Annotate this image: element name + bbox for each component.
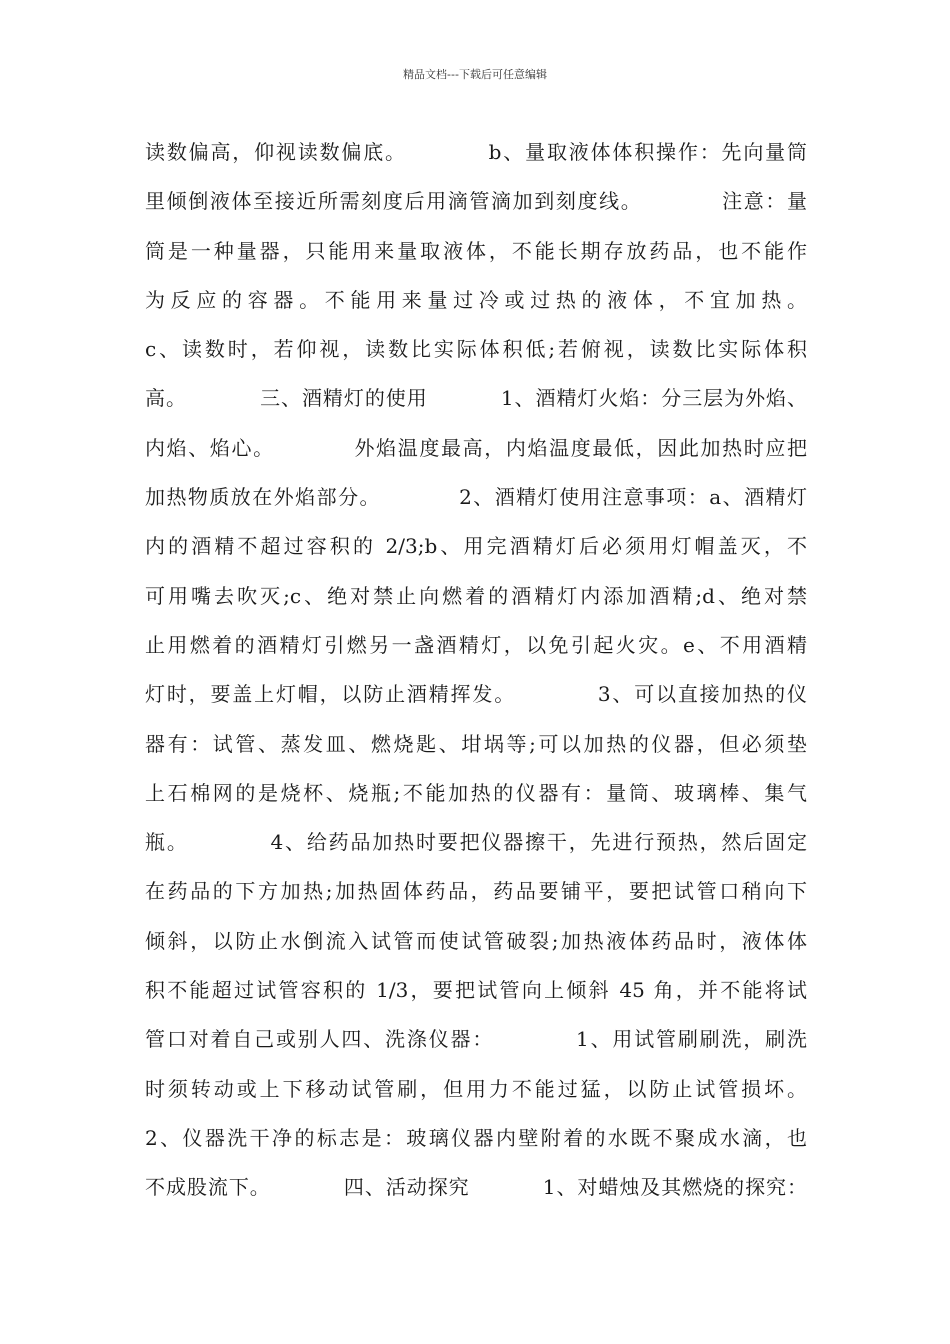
document-body (145, 128, 807, 1213)
text-line: 里倾倒液体至接近所需刻度后用滴管滴加到刻度线。 注意：量 (145, 189, 807, 214)
text-line: 倾斜，以防止水倒流入试管而使试管破裂;加热液体药品时，液体体 (145, 928, 807, 953)
text-line: 灯时，要盖上灯帽，以防止酒精挥发。 3、可以直接加热的仪 (145, 682, 807, 707)
text-line: 可用嘴去吹灭;c、绝对禁止向燃着的酒精灯内添加酒精;d、绝对禁 (145, 583, 807, 608)
text-line: 时须转动或上下移动试管刷，但用力不能过猛，以防止试管损坏。 (145, 1076, 807, 1101)
text-line: c、读数时，若仰视，读数比实际体积低;若俯视，读数比实际体积 (145, 337, 807, 362)
text-line: 筒是一种量器，只能用来量取液体，不能长期存放药品，也不能作 (145, 238, 807, 263)
text-line: 读数偏高，仰视读数偏底。 b、量取液体体积操作：先向量筒 (145, 140, 807, 164)
text-line: 内的酒精不超过容积的 2/3;b、用完酒精灯后必须用灯帽盖灭，不 (145, 534, 807, 559)
text-line: 高。 三、酒精灯的使用 1、酒精灯火焰：分三层为外焰、 (145, 386, 807, 411)
text-line: 管口对着自己或别人四、洗涤仪器： 1、用试管刷刷洗，刷洗 (145, 1027, 807, 1052)
text-line: 瓶。 4、给药品加热时要把仪器擦干，先进行预热，然后固定 (145, 830, 807, 855)
text-line: 2、仪器洗干净的标志是：玻璃仪器内壁附着的水既不聚成水滴，也 (145, 1125, 807, 1150)
text-line: 加热物质放在外焰部分。 2、酒精灯使用注意事项：a、酒精灯 (145, 485, 807, 510)
text-line: 在药品的下方加热;加热固体药品，药品要铺平，要把试管口稍向下 (145, 879, 807, 904)
page-header: 精品文档---下载后可任意编辑 (403, 68, 547, 81)
text-line: 为反应的容器。不能用来量过冷或过热的液体，不宜加热。 (145, 287, 807, 312)
text-line: 上石棉网的是烧杯、烧瓶;不能加热的仪器有：量筒、玻璃棒、集气 (145, 780, 807, 805)
text-line: 积不能超过试管容积的 1/3，要把试管向上倾斜 45 角，并不能将试 (145, 978, 807, 1003)
text-line: 不成股流下。 四、活动探究 1、对蜡烛及其燃烧的探究： (145, 1175, 807, 1200)
text-line: 器有：试管、蒸发皿、燃烧匙、坩埚等;可以加热的仪器，但必须垫 (145, 731, 807, 756)
text-line: 内焰、焰心。 外焰温度最高，内焰温度最低，因此加热时应把 (145, 435, 807, 460)
text-line: 止用燃着的酒精灯引燃另一盏酒精灯，以免引起火灾。e、不用酒精 (145, 632, 807, 657)
